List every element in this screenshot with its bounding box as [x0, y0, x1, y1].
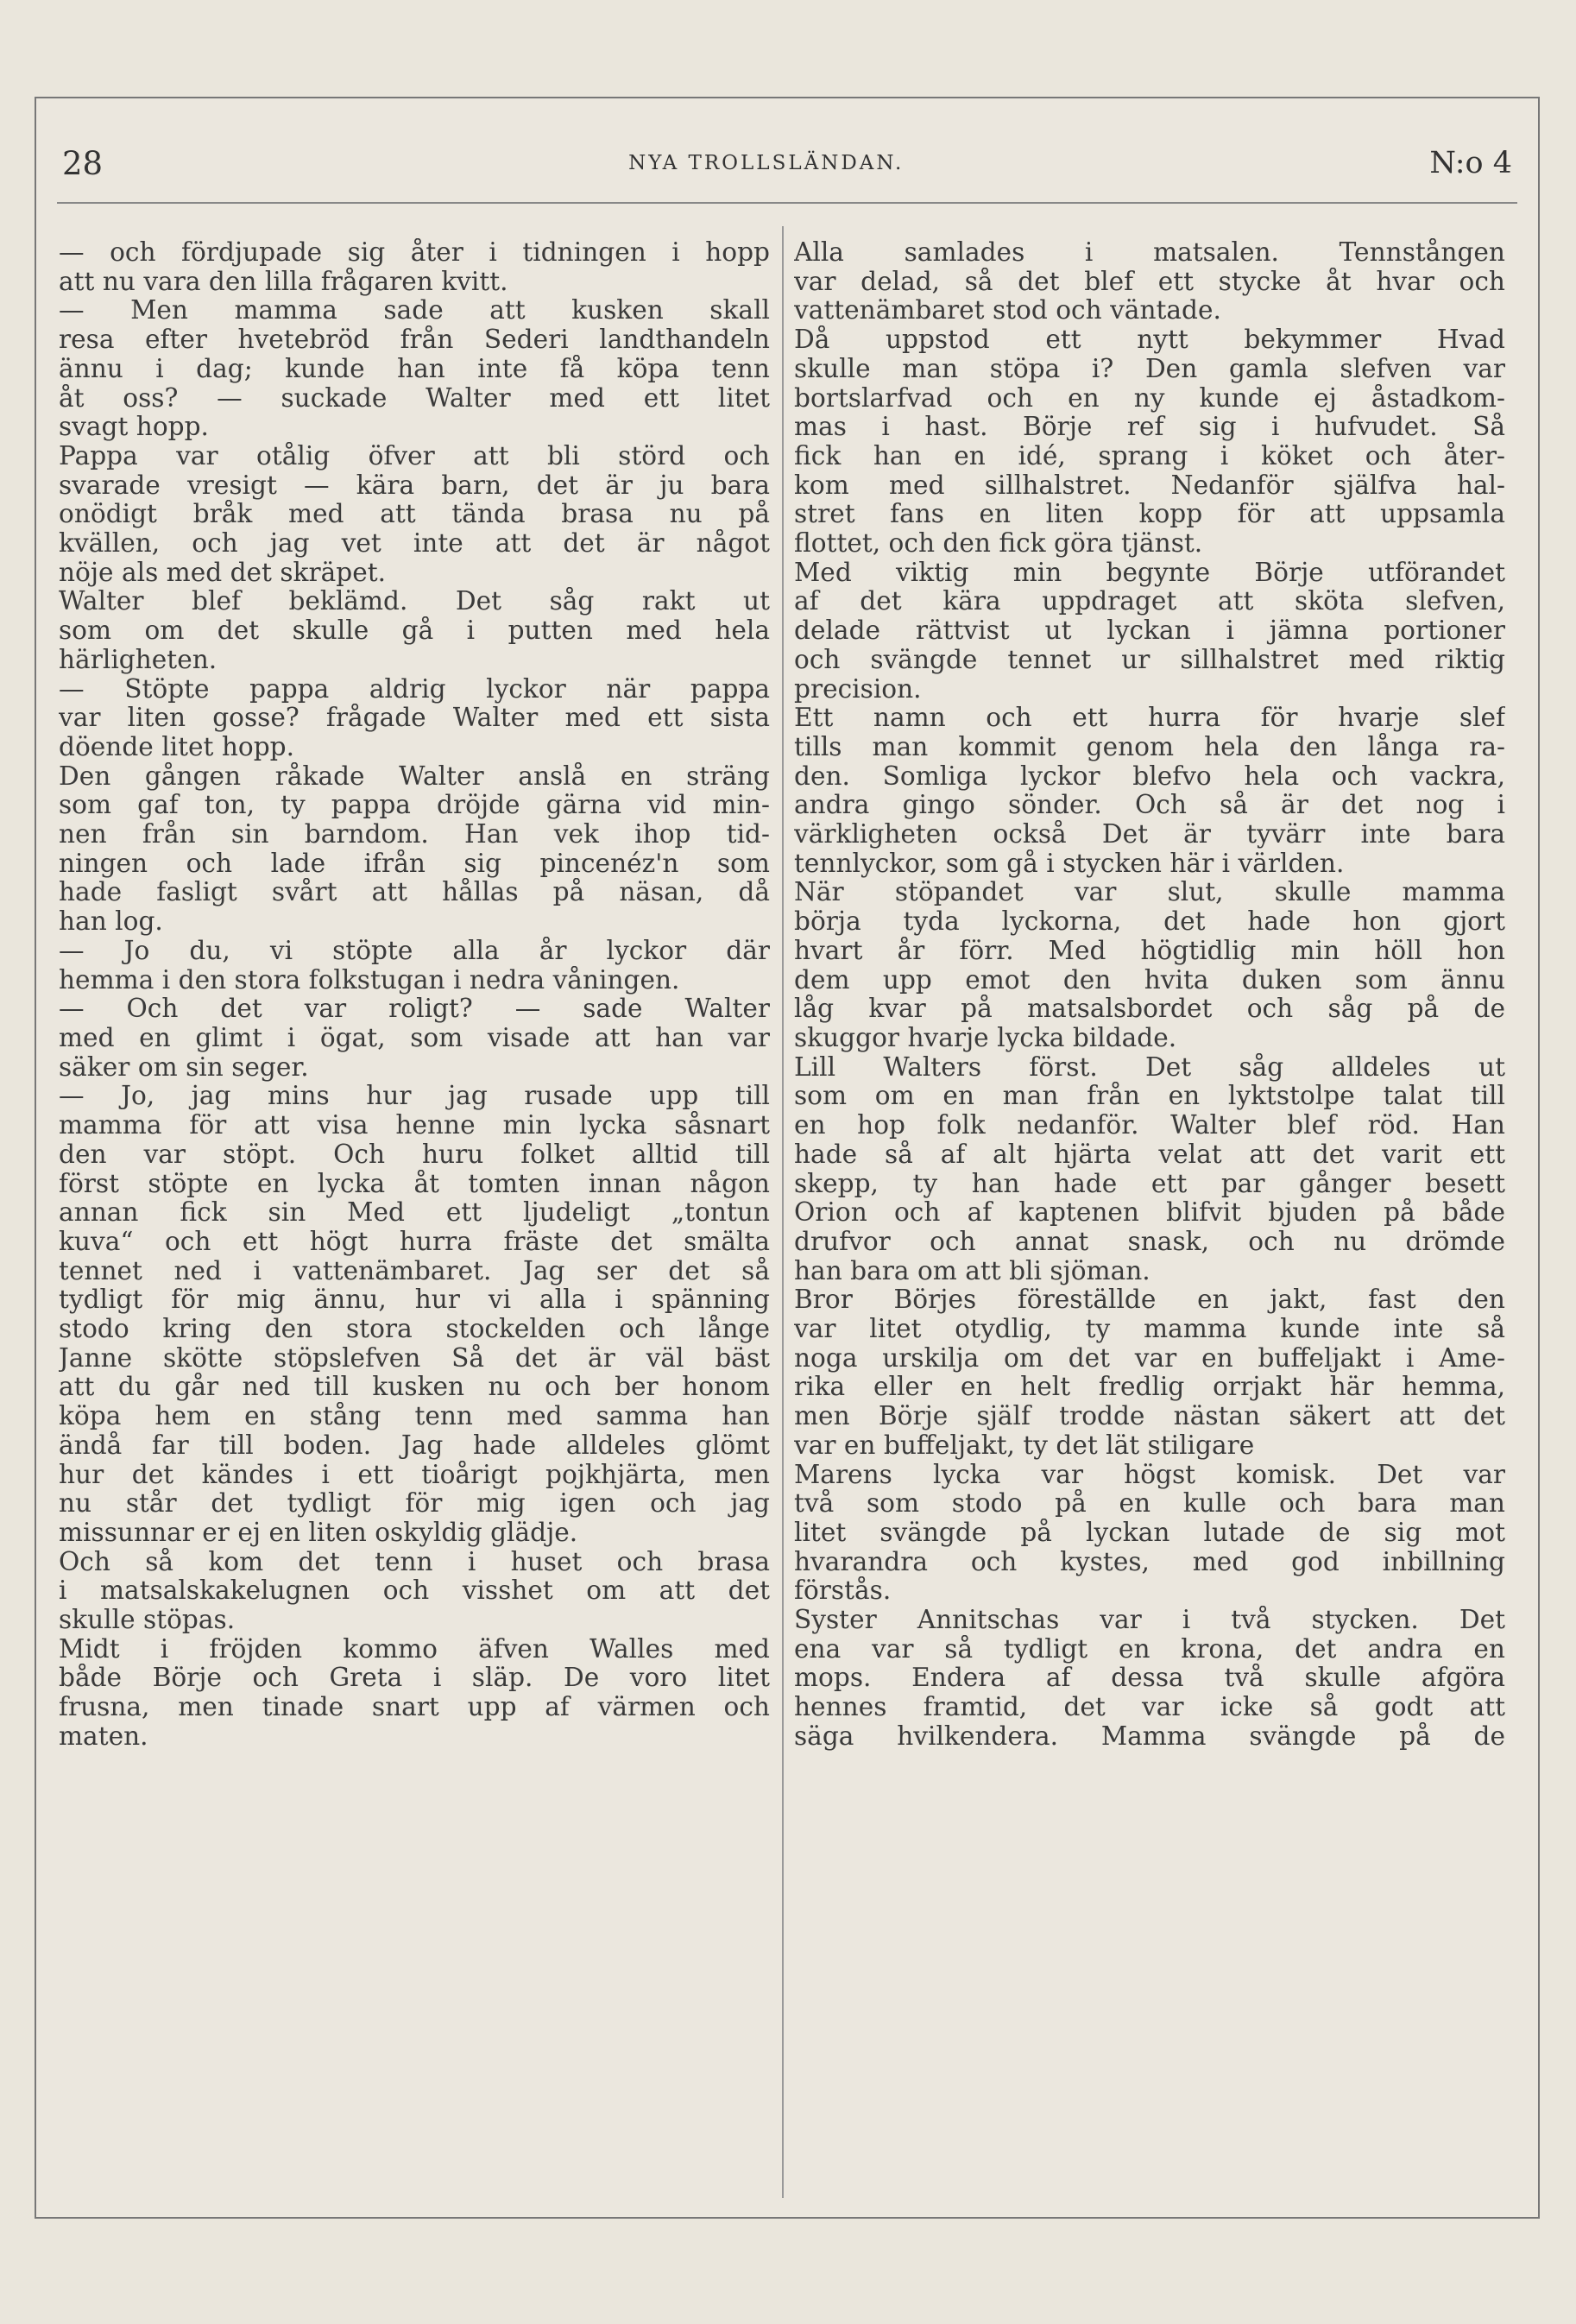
text-line: hemma i den stora folkstugan i nedra våningen.	[59, 965, 680, 995]
text-line: annan fick sin Med ett ljudeligt „tontun	[59, 1198, 770, 1228]
column-divider	[782, 226, 784, 2198]
text-line: stret fans en liten kopp för att uppsamla	[794, 500, 1505, 529]
text-line: onödigt bråk med att tända brasa nu på	[59, 500, 770, 529]
text-line: ännu i dag; kunde han inte få köpa tenn	[59, 354, 770, 383]
text-line: Ett namn och ett hurra för hvarje slef	[794, 704, 1505, 733]
text-line: låg kvar på matsalsbordet och såg på de	[794, 995, 1505, 1024]
text-line: noga urskilja om det var en buffeljakt i Ame-	[794, 1343, 1505, 1373]
text-line: tennlyckor, som gå i stycken här i världen.	[794, 849, 1345, 878]
text-line: kuva“ och ett högt hurra fräste det smälta	[59, 1227, 770, 1256]
text-line: stodo kring den stora stockelden och långe	[59, 1315, 770, 1344]
text-line: skulle man stöpa i? Den gamla slefven var	[794, 354, 1505, 383]
text-line: Den gången råkade Walter anslå en sträng	[59, 761, 770, 791]
text-line: både Börje och Greta i släp. De voro litet	[59, 1664, 770, 1693]
text-line: — Jo du, vi stöpte alla år lyckor där	[59, 936, 770, 965]
text-line: — Stöpte pappa aldrig lyckor när pappa	[59, 674, 770, 704]
text-line: nöje als med det skräpet.	[59, 558, 387, 587]
text-line: svagt hopp.	[59, 413, 209, 442]
text-line: hvarandra och kystes, med god inbillning	[794, 1547, 1505, 1576]
issue-number: N:o 4	[1429, 146, 1512, 180]
text-line: vattenämbaret stod och väntade.	[794, 296, 1221, 325]
text-line: af det kära uppdraget att sköta slefven,	[794, 587, 1505, 616]
text-line: — och fördjupade sig åter i tidningen i hopp	[59, 238, 770, 267]
left-column	[59, 238, 770, 1752]
text-line: delade rättvist ut lyckan i jämna portioner	[794, 616, 1505, 646]
page-header	[62, 133, 1512, 193]
text-line: kvällen, och jag vet inte att det är något	[59, 529, 770, 559]
text-line: två som stodo på en kulle och bara man	[794, 1489, 1505, 1519]
text-line: tills man kommit genom hela den långa ra-	[794, 732, 1505, 761]
text-line: döende litet hopp.	[59, 732, 295, 761]
text-line: ena var så tydligt en krona, det andra en	[794, 1634, 1505, 1664]
text-line: hvart år förr. Med högtidlig min höll hon	[794, 936, 1505, 965]
text-line: drufvor och annat snask, och nu drömde	[794, 1227, 1505, 1256]
text-line: nu står det tydligt för mig igen och jag	[59, 1489, 770, 1519]
text-line: Midt i fröjden kommo äfven Walles med	[59, 1634, 770, 1664]
text-line: Walter blef beklämd. Det såg rakt ut	[59, 587, 770, 616]
text-line: nen från sin barndom. Han vek ihop tid-	[59, 820, 770, 849]
text-line: var en buffeljakt, ty det lät stiligare	[794, 1430, 1255, 1460]
text-line: Janne skötte stöpslefven Så det är väl bäst	[59, 1343, 770, 1373]
newspaper-page	[35, 97, 1540, 2219]
text-line: Och så kom det tenn i huset och brasa	[59, 1547, 770, 1576]
text-line: resa efter hvetebröd från Sederi landthandeln	[59, 325, 770, 355]
text-line: att nu vara den lilla frågaren kvitt.	[59, 267, 508, 296]
text-line: frusna, men tinade snart upp af värmen och	[59, 1693, 770, 1722]
text-line: med en glimt i ögat, som visade att han var	[59, 1023, 770, 1052]
text-line: Bror Börjes föreställde en jakt, fast den	[794, 1285, 1505, 1315]
text-line: skulle stöpas.	[59, 1606, 236, 1635]
text-line: tydligt för mig ännu, hur vi alla i spänning	[59, 1285, 770, 1315]
text-line: När stöpandet var slut, skulle mamma	[794, 878, 1505, 907]
text-line: mamma för att visa henne min lycka såsnart	[59, 1111, 770, 1140]
text-line: flottet, och den fick göra tjänst.	[794, 529, 1203, 559]
text-line: precision.	[794, 674, 922, 704]
text-line: den. Somliga lyckor blefvo hela och vackra,	[794, 761, 1505, 791]
text-line: mas i hast. Börje ref sig i hufvudet. Så	[794, 413, 1505, 442]
text-line: rika eller en helt fredlig orrjakt här hemma,	[794, 1373, 1505, 1402]
text-line: hade fasligt svårt att hållas på näsan, då	[59, 878, 770, 907]
text-line: att du går ned till kusken nu och ber honom	[59, 1373, 770, 1402]
text-line: säker om sin seger.	[59, 1052, 309, 1082]
text-line: ningen och lade ifrån sig pincenéz'n som	[59, 849, 770, 878]
text-line: dem upp emot den hvita duken som ännu	[794, 965, 1505, 995]
text-line: Med viktig min begynte Börje utförandet	[794, 558, 1505, 587]
right-column	[794, 238, 1505, 1752]
text-line: han log.	[59, 907, 163, 937]
text-line: hur det kändes i ett tioårigt pojkhjärta, men	[59, 1460, 770, 1489]
header-rule	[57, 202, 1517, 204]
text-line: Alla samlades i matsalen. Tennstången	[794, 238, 1505, 267]
text-line: — Jo, jag mins hur jag rusade upp till	[59, 1082, 770, 1111]
page-number: 28	[62, 144, 104, 182]
text-line: andra gingo sönder. Och så är det nog i	[794, 791, 1505, 820]
text-line: fick han en idé, sprang i köket och åter-	[794, 441, 1505, 470]
text-line: och svängde tennet ur sillhalstret med riktig	[794, 645, 1505, 674]
text-line: men Börje själf trodde nästan säkert att det	[794, 1402, 1505, 1431]
text-line: Syster Annitschas var i två stycken. Det	[794, 1606, 1505, 1635]
text-line: värkligheten också Det är tyvärr inte bara	[794, 820, 1505, 849]
text-line: mops. Endera af dessa två skulle afgöra	[794, 1664, 1505, 1693]
text-line: en hop folk nedanför. Walter blef röd. Han	[794, 1111, 1505, 1140]
text-line: — Och det var roligt? — sade Walter	[59, 995, 770, 1024]
text-line: den var stöpt. Och huru folket alltid till	[59, 1140, 770, 1169]
text-line: bortslarfvad och en ny kunde ej åstadkom-	[794, 383, 1505, 413]
text-line: han bara om att bli sjöman.	[794, 1256, 1150, 1285]
text-line: missunnar er ej en liten oskyldig glädje.	[59, 1518, 578, 1547]
text-line: var litet otydlig, ty mamma kunde inte så	[794, 1315, 1505, 1344]
text-line: Lill Walters först. Det såg alldeles ut	[794, 1052, 1505, 1082]
text-line: ändå far till boden. Jag hade alldeles glömt	[59, 1430, 770, 1460]
text-line: hade så af alt hjärta velat att det varit ett	[794, 1140, 1505, 1169]
text-line: åt oss? — suckade Walter med ett litet	[59, 383, 770, 413]
text-line: skuggor hvarje lycka bildade.	[794, 1023, 1177, 1052]
text-line: som om en man från en lyktstolpe talat till	[794, 1082, 1505, 1111]
text-line: Orion och af kaptenen blifvit bjuden på både	[794, 1198, 1505, 1228]
text-line: förstås.	[794, 1576, 892, 1606]
text-line: som gaf ton, ty pappa dröjde gärna vid min-	[59, 791, 770, 820]
text-line: Då uppstod ett nytt bekymmer Hvad	[794, 325, 1505, 355]
text-line: köpa hem en stång tenn med samma han	[59, 1402, 770, 1431]
text-line: som om det skulle gå i putten med hela	[59, 616, 770, 646]
text-line: var delad, så det blef ett stycke åt hvar och	[794, 267, 1505, 296]
text-line: kom med sillhalstret. Nedanför själfva hal-	[794, 470, 1505, 500]
text-line: säga hvilkendera. Mamma svängde på de	[794, 1721, 1505, 1751]
text-line: var liten gosse? frågade Walter med ett sista	[59, 704, 770, 733]
text-line: härligheten.	[59, 645, 217, 674]
text-line: Marens lycka var högst komisk. Det var	[794, 1460, 1505, 1489]
text-line: svarade vresigt — kära barn, det är ju bara	[59, 470, 770, 500]
text-line: skepp, ty han hade ett par gånger besett	[794, 1169, 1505, 1198]
text-line: först stöpte en lycka åt tomten innan någon	[59, 1169, 770, 1198]
text-line: tennet ned i vattenämbaret. Jag ser det så	[59, 1256, 770, 1285]
text-line: Pappa var otålig öfver att bli störd och	[59, 441, 770, 470]
text-line: maten.	[59, 1721, 148, 1751]
journal-title: NYA TROLLSLÄNDAN.	[628, 152, 905, 174]
text-line: litet svängde på lyckan lutade de sig mot	[794, 1518, 1505, 1547]
text-line: hennes framtid, det var icke så godt att	[794, 1693, 1505, 1722]
text-line: — Men mamma sade att kusken skall	[59, 296, 770, 325]
text-line: i matsalskakelugnen och visshet om att det	[59, 1576, 770, 1606]
text-line: börja tyda lyckorna, det hade hon gjort	[794, 907, 1505, 937]
